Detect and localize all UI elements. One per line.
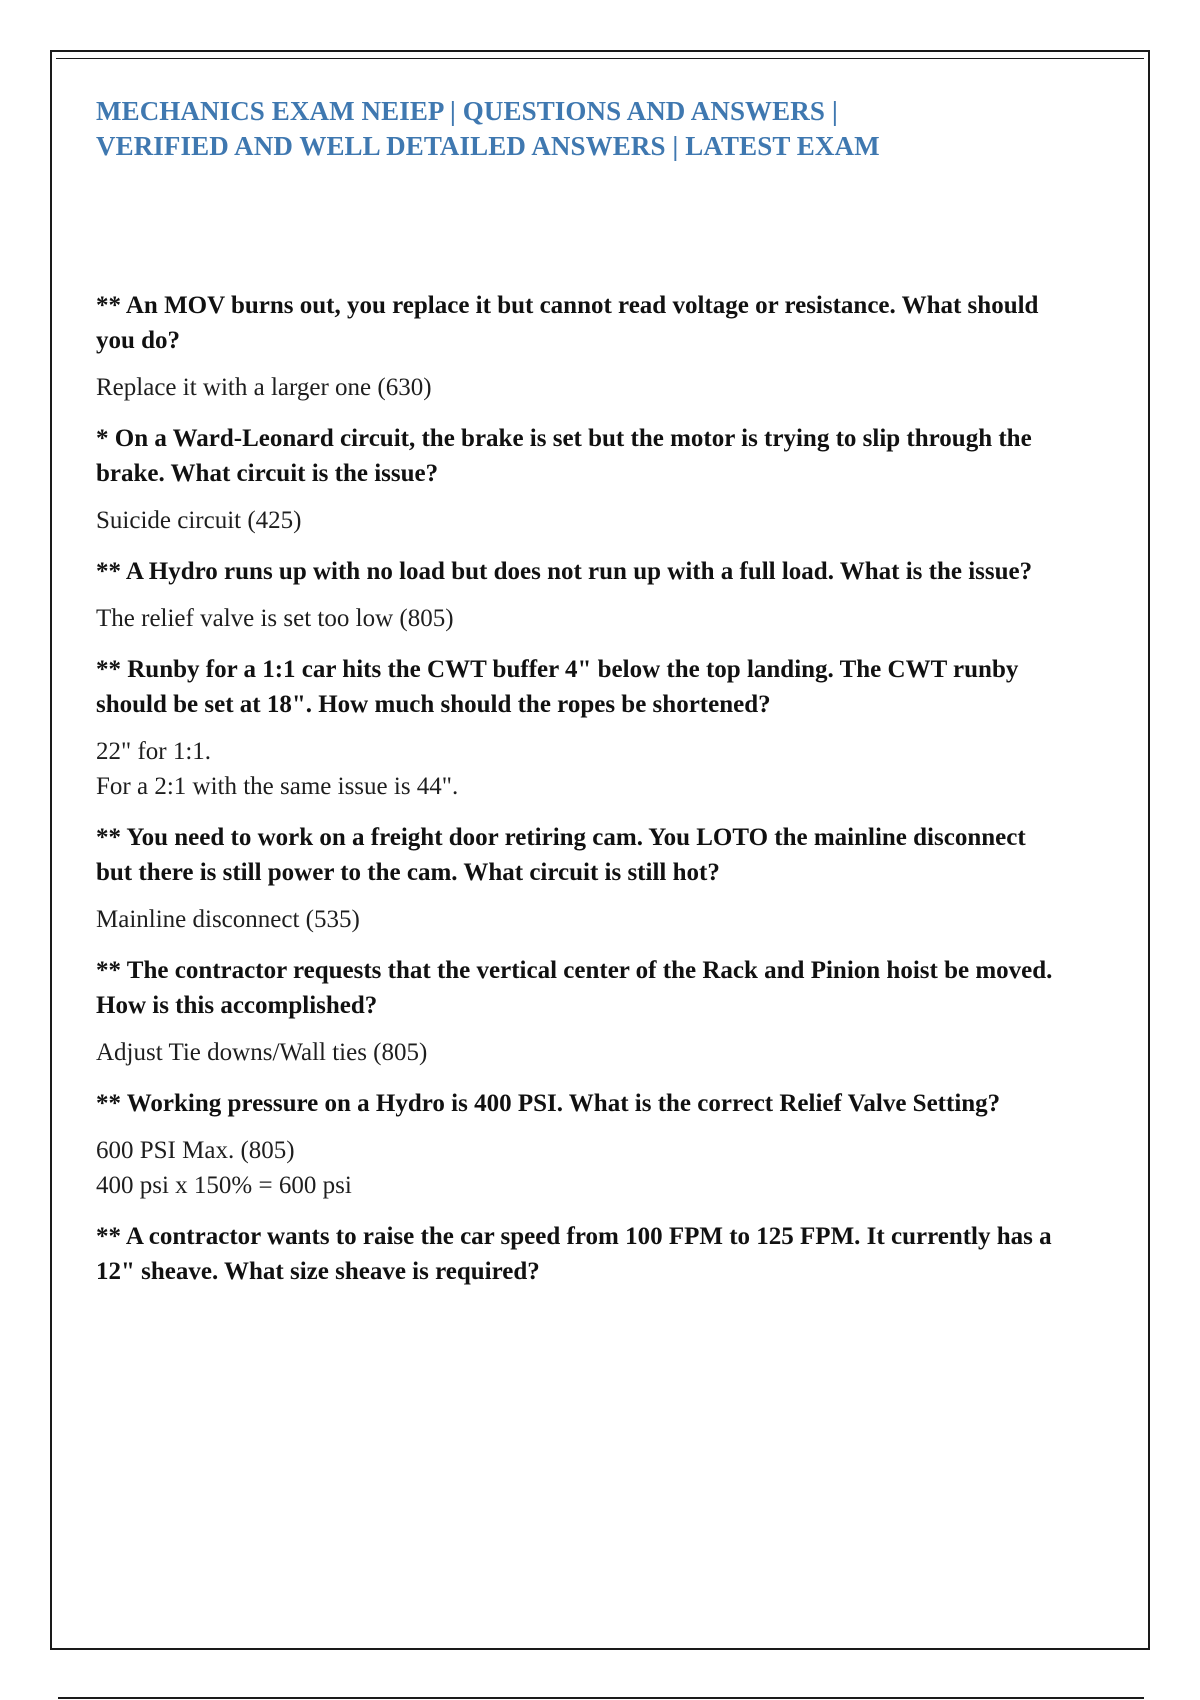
question-text: ** Working pressure on a Hydro is 400 PSI. What is the correct Relief Valve Setting?	[96, 1090, 1001, 1117]
answer-text	[96, 601, 1056, 636]
qa-item-5	[96, 820, 1056, 937]
question-text: ** An MOV burns out, you replace it but cannot read voltage or resistance. What should you do?	[96, 292, 1039, 354]
document-title	[96, 94, 1056, 164]
answer-text	[96, 370, 1056, 405]
answer-text	[96, 734, 1056, 804]
question-text: ** A Hydro runs up with no load but does not run up with a full load. What is the issue?	[96, 558, 1033, 585]
page-content	[96, 94, 1056, 1301]
qa-item-2	[96, 421, 1056, 538]
answer-line: Replace it with a larger one (630)	[96, 374, 432, 401]
qa-item-6	[96, 953, 1056, 1070]
frame-top-rule	[56, 58, 1144, 59]
question-text: ** A contractor wants to raise the car speed from 100 FPM to 125 FPM. It currently has a 12" sheave. What size sheave is required?	[96, 1223, 1052, 1285]
answer-line: For a 2:1 with the same issue is 44".	[96, 773, 459, 800]
question-text: ** Runby for a 1:1 car hits the CWT buffer 4" below the top landing. The CWT runby should be set at 18". How much should the ropes be shortened?	[96, 656, 1019, 718]
answer-line: Suicide circuit (425)	[96, 507, 302, 534]
qa-item-1	[96, 288, 1056, 405]
answer-line: 400 psi x 150% = 600 psi	[96, 1172, 352, 1199]
page-bottom-rule	[58, 1697, 1144, 1699]
title-line-2: VERIFIED AND WELL DETAILED ANSWERS | LATEST EXAM	[96, 131, 880, 161]
answer-line: Mainline disconnect (535)	[96, 906, 360, 933]
qa-item-8	[96, 1219, 1056, 1289]
answer-line: 600 PSI Max. (805)	[96, 1137, 295, 1164]
question-text: * On a Ward-Leonard circuit, the brake is set but the motor is trying to slip through the brake. What circuit is the issue?	[96, 425, 1032, 487]
qa-item-4	[96, 652, 1056, 804]
answer-text	[96, 1133, 1056, 1203]
question-text: ** The contractor requests that the vertical center of the Rack and Pinion hoist be moved. How is this accomplished?	[96, 957, 1053, 1019]
answer-text	[96, 902, 1056, 937]
answer-line: Adjust Tie downs/Wall ties (805)	[96, 1039, 428, 1066]
title-line-1: MECHANICS EXAM NEIEP | QUESTIONS AND ANSWERS |	[96, 96, 838, 126]
answer-line: The relief valve is set too low (805)	[96, 605, 454, 632]
question-text: ** You need to work on a freight door retiring cam. You LOTO the mainline disconnect but there is still power to the cam. What circuit is still hot?	[96, 824, 1026, 886]
answer-line: 22" for 1:1.	[96, 738, 212, 765]
answer-text	[96, 503, 1056, 538]
answer-text	[96, 1035, 1056, 1070]
qa-item-3	[96, 554, 1056, 636]
qa-item-7	[96, 1086, 1056, 1203]
